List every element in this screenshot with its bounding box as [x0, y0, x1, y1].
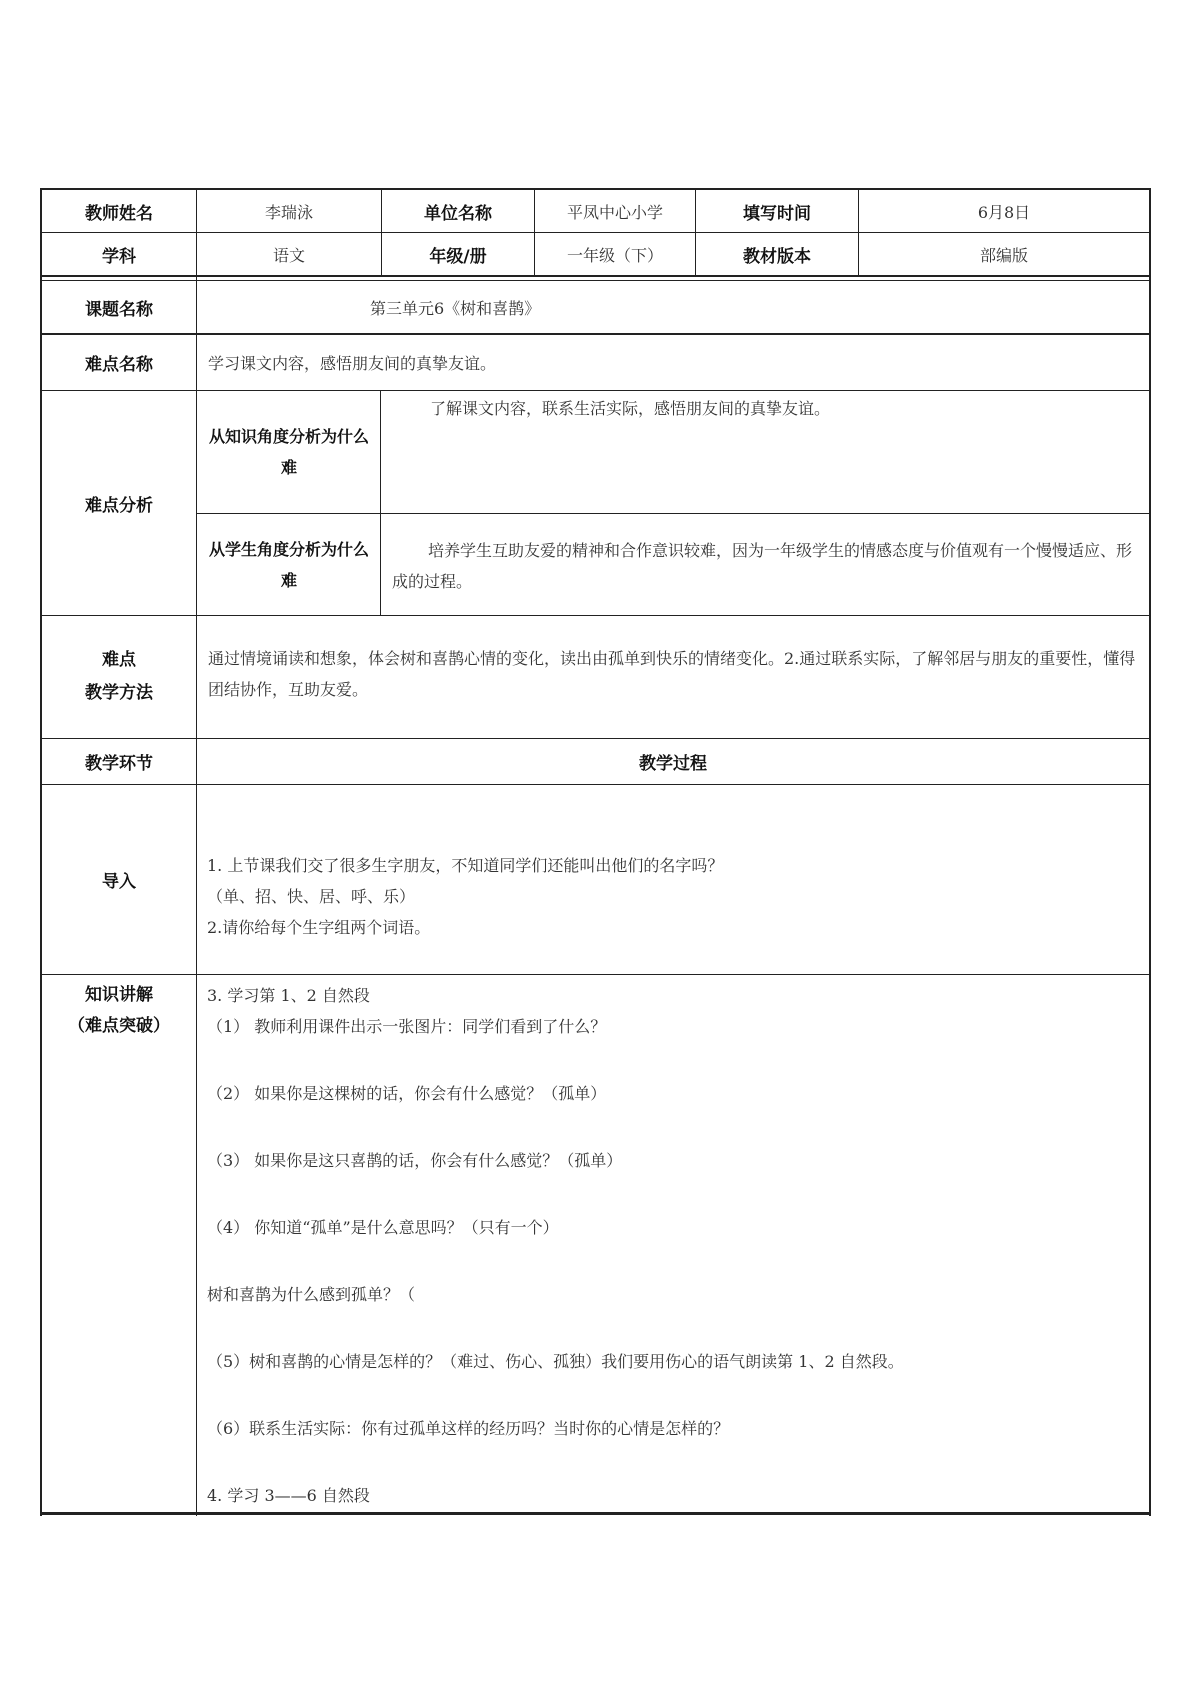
teaching-stage-header: 教学环节 [85, 754, 153, 774]
knowledge-angle-label: 从知识角度分析为什么难 [208, 427, 369, 477]
unit-name-value: 平凤中心小学 [566, 202, 663, 222]
knowledge-line: （3） 如果你是这只喜鹊的话，你会有什么感觉？（孤单） [207, 1151, 623, 1170]
knowledge-line: 树和喜鹊为什么感到孤单？（ [207, 1285, 416, 1304]
knowledge-content [207, 980, 1142, 1511]
knowledge-line: （1） 教师利用课件出示一张图片：同学们看到了什么？ [207, 1017, 607, 1036]
difficulty-name-label: 难点名称 [85, 355, 153, 375]
intro-line: （单、招、快、居、呼、乐） [207, 887, 416, 906]
teaching-method-label [42, 616, 196, 738]
intro-line: 2.请你给每个生字组两个词语。 [207, 918, 431, 937]
difficulty-analysis-label: 难点分析 [85, 495, 153, 516]
knowledge-line: 3. 学习第 1、2 自然段 [207, 986, 370, 1005]
student-angle-value: 培养学生互助友爱的精神和合作意识较难，因为一年级学生的情感态度与价值观有一个慢慢适应、形成的过程。 [392, 541, 1133, 591]
grade-label: 年级/册 [429, 246, 487, 267]
intro-content [207, 850, 1137, 943]
lesson-title-label: 课题名称 [85, 299, 153, 320]
student-angle-label: 从学生角度分析为什么难 [208, 539, 369, 590]
grade-value: 一年级（下） [566, 245, 663, 265]
intro-label: 导入 [102, 872, 136, 892]
knowledge-section-label [42, 980, 196, 1042]
teacher-name-value: 李瑞泳 [264, 202, 313, 222]
knowledge-line: （5）树和喜鹊的心情是怎样的？（难过、伤心、孤独）我们要用伤心的语气朗读第 1、2 自然段。 [207, 1352, 904, 1371]
teaching-process-header: 教学过程 [639, 754, 707, 774]
knowledge-line: 4. 学习 3——6 自然段 [207, 1486, 370, 1505]
knowledge-line: （6）联系生活实际：你有过孤单这样的经历吗？当时你的心情是怎样的？ [207, 1419, 730, 1438]
unit-name-label: 单位名称 [424, 203, 492, 224]
fill-date-label: 填写时间 [743, 203, 811, 224]
knowledge-section-label-line1: 知识讲解 [85, 985, 153, 1005]
edition-label: 教材版本 [743, 246, 811, 267]
teacher-name-label: 教师姓名 [85, 203, 153, 224]
knowledge-angle-value: 了解课文内容，联系生活实际，感悟朋友间的真挚友谊。 [430, 399, 831, 418]
subject-label: 学科 [102, 246, 136, 267]
teaching-method-value: 通过情境诵读和想象，体会树和喜鹊心情的变化，读出由孤单到快乐的情绪变化。2.通过联系实际，了解邻居与朋友的重要性，懂得团结协作，互助友爱。 [208, 649, 1136, 699]
teaching-method-label-line2: 教学方法 [85, 683, 153, 703]
subject-value: 语文 [272, 245, 305, 265]
intro-line: 1. 上节课我们交了很多生字朋友，不知道同学们还能叫出他们的名字吗？ [207, 856, 724, 875]
knowledge-line: （2） 如果你是这棵树的话，你会有什么感觉？（孤单） [207, 1084, 607, 1103]
knowledge-section-label-line2: （难点突破） [68, 1016, 170, 1036]
lesson-title-value: 第三单元6《树和喜鹊》 [370, 298, 541, 318]
knowledge-line: （4） 你知道“孤单”是什么意思吗？（只有一个） [207, 1218, 559, 1237]
difficulty-name-value: 学习课文内容，感悟朋友间的真挚友谊。 [208, 354, 497, 373]
teaching-method-label-line1: 难点 [102, 650, 136, 670]
edition-value: 部编版 [979, 245, 1028, 265]
fill-date-value: 6月8日 [977, 202, 1031, 222]
